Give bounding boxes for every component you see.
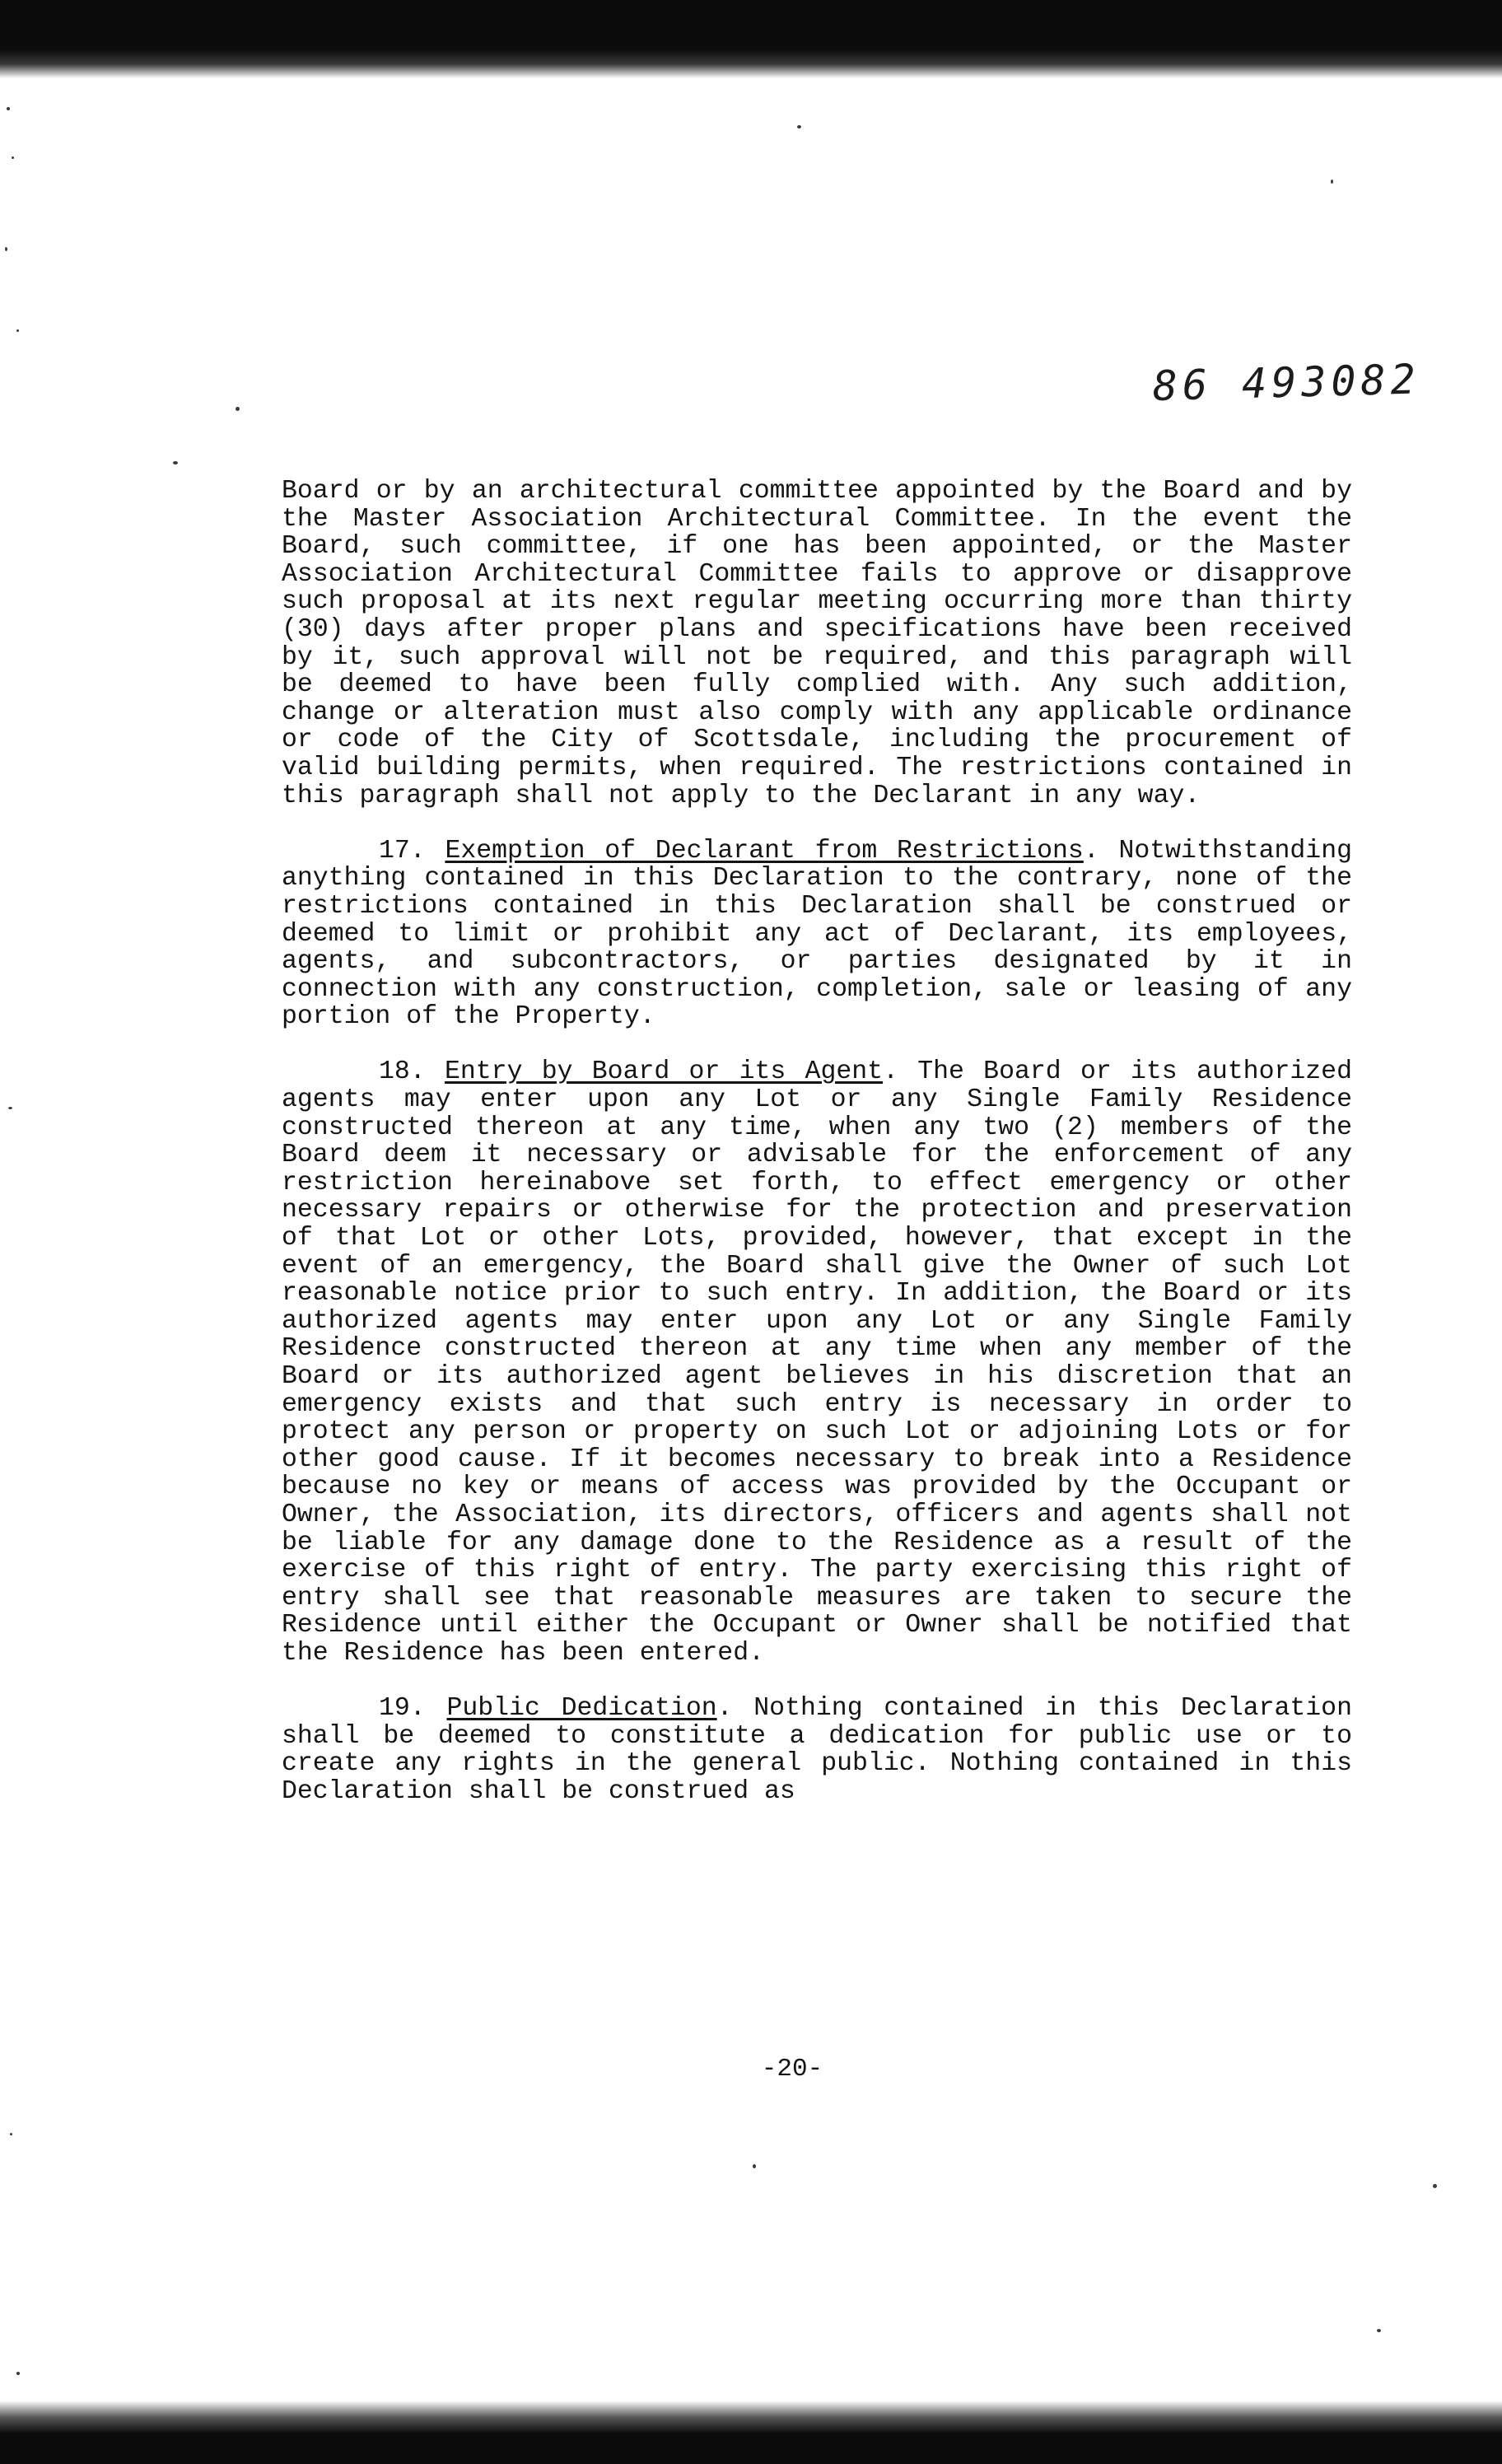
section-19-heading: Public Dedication bbox=[446, 1694, 717, 1724]
scan-speck bbox=[1433, 2184, 1437, 2188]
scan-speck bbox=[173, 461, 178, 464]
page-number: -20- bbox=[761, 2055, 823, 2084]
scan-speck bbox=[236, 407, 240, 411]
section-17-heading: Exemption of Declarant from Restrictions bbox=[445, 836, 1084, 866]
section-18-paragraph bbox=[282, 1058, 1352, 1667]
section-18-heading: Entry by Board or its Agent bbox=[444, 1057, 884, 1087]
section-19-paragraph bbox=[282, 1695, 1352, 1805]
section-19-number: 19. bbox=[379, 1694, 426, 1724]
scan-speck bbox=[8, 1107, 12, 1109]
scan-speck bbox=[10, 2133, 12, 2135]
section-17-paragraph bbox=[282, 838, 1352, 1031]
section-19-text: . Nothing contained in this Declaration shall be deemed to constitute a dedication for public use or to create any rights in the general public. Nothing contained in this Declaration shall be construed as bbox=[282, 1694, 1352, 1806]
scan-speck bbox=[12, 156, 14, 159]
scan-speck bbox=[1331, 180, 1333, 184]
section-18-text: . The Board or its authorized agents may enter upon any Lot or any Single Family Residence constructed thereon at any time, when any two (2) members of the Board deem it necessary or advisable for the enforcement of any restriction hereinabove set forth, to effect emergency or other necessary repairs or otherwise for the protection and preservation of that Lot or other Lots, provided, however, that except in the event of an emergency, the Board shall give the Owner of such Lot reasonable notice prior to such entry. In addition, the Board or its authorized agents may enter upon any Lot or any Single Family Residence constructed thereon at any time when any member of the Board or its authorized agent believes in his discretion that an emergency exists and that such entry is necessary in order to protect any person or property on such Lot or adjoining Lots or for other good cause. If it becomes necessary to break into a Residence because no key or means of access was provided by the Occupant or Owner, the Association, its directors, officers and agents shall not be liable for any damage done to the Residence as a result of the exercise of this right of entry. The party exercising this right of entry shall see that reasonable measures are taken to secure the Residence until either the Occupant or Owner shall be notified that the Residence has been entered. bbox=[282, 1057, 1352, 1668]
intro-paragraph: Board or by an architectural committee appointed by the Board and by the Master Association Architectural Committee. In the event the Board, such committee, if one has been appointed, or the Master Association Architectural Committee fails to approve or disapprove such proposal at its next regular meeting occurring more than thirty (30) days after proper plans and specifications have been received by it, such approval will not be required, and this paragraph will be deemed to have been fully complied with. Any such addition, change or alteration must also comply with any applicable ordinance or code of the City of Scottsdale, including the procurement of valid building permits, when required. The restrictions contained in this paragraph shall not apply to the Declarant in any way. bbox=[282, 477, 1352, 810]
section-17-text: . Notwithstanding anything contained in this Declaration to the contrary, none of the restrictions contained in this Declaration shall be construed or deemed to limit or prohibit any act of Declarant, its employees, agents, and subcontractors, or parties designated by it in connection with any construction, completion, sale or leasing of any portion of the Property. bbox=[282, 836, 1352, 1032]
scan-speck bbox=[797, 125, 801, 128]
section-18-number: 18. bbox=[379, 1057, 426, 1087]
scan-speck bbox=[7, 107, 10, 110]
scan-speck bbox=[5, 247, 7, 251]
section-17-number: 17. bbox=[379, 836, 426, 866]
scan-speck bbox=[753, 2164, 756, 2168]
scan-speck bbox=[16, 2372, 20, 2375]
scan-speck bbox=[1377, 2329, 1381, 2332]
scan-speck bbox=[16, 329, 19, 332]
scan-bottom-border bbox=[0, 2401, 1502, 2464]
document-number: 86 493082 bbox=[1152, 355, 1421, 410]
document-body bbox=[282, 478, 1352, 1806]
scan-top-border bbox=[0, 0, 1502, 78]
